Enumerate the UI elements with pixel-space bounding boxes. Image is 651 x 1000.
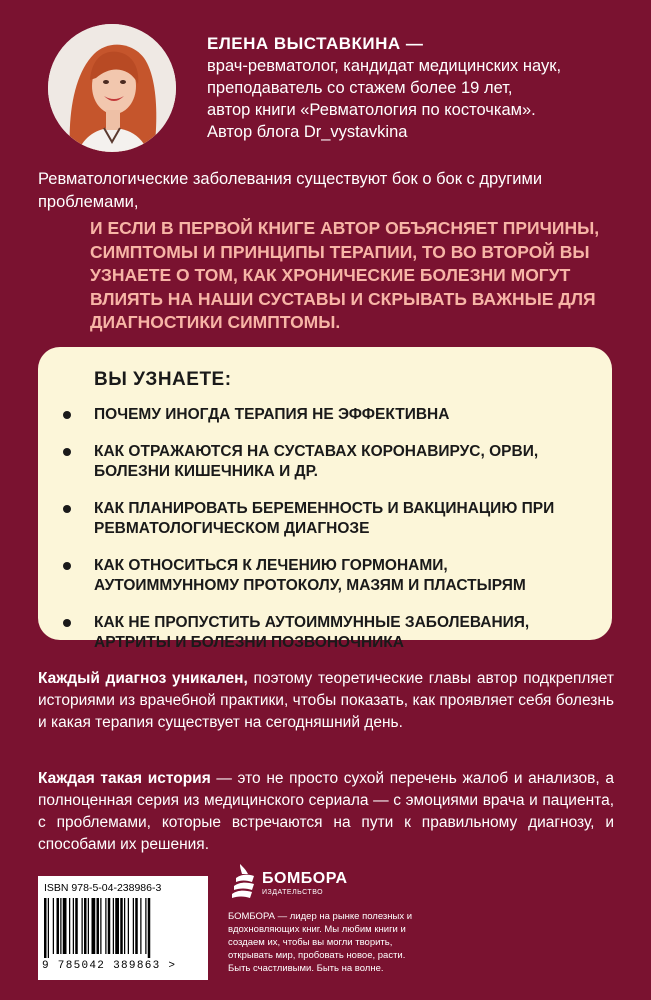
author-line: врач-ревматолог, кандидат медицинских наук, [207, 57, 562, 75]
publisher-subtitle: ИЗДАТЕЛЬСТВО [262, 889, 324, 896]
learn-item-text: КАК НЕ ПРОПУСТИТЬ АУТОИММУННЫЕ ЗАБОЛЕВАНИЯ, АРТРИТЫ И БОЛЕЗНИ ПОЗВОНОЧНИКА [94, 614, 530, 651]
paragraph-body: поэтому теоретические главы автор подкрепляет историями из врачебной практики, чтобы показать, как проявляет себя болезнь и какая терапия существует на сегодняшний день. [38, 670, 615, 731]
learn-item-text: КАК ПЛАНИРОВАТЬ БЕРЕМЕННОСТЬ И ВАКЦИНАЦИЮ ПРИ РЕВМАТОЛОГИЧЕСКОМ ДИАГНОЗЕ [94, 500, 555, 537]
learn-box [38, 347, 612, 651]
publisher-name: БОМБОРА [262, 870, 348, 887]
learn-list [38, 405, 612, 670]
paragraph-lead: Каждый диагноз уникален, [38, 670, 248, 687]
learn-item [38, 442, 612, 482]
learn-item-text: ПОЧЕМУ ИНОГДА ТЕРАПИЯ НЕ ЭФФЕКТИВНА [94, 406, 450, 423]
barcode-digits: 9 785042 389863 > [42, 960, 177, 972]
bullet-icon [63, 505, 71, 513]
paragraph-body: — это не просто сухой перечень жалоб и анализов, а полноценная серия из медицинского сериала — с эмоциями врача и пациента, с проблемами, которые встречаются на пути к правильному диагнозу, и способами их решения. [38, 770, 614, 853]
learn-item [38, 613, 612, 653]
learn-item [38, 405, 612, 425]
barcode-box [38, 876, 208, 980]
author-photo [48, 24, 176, 152]
paragraph-lead: Каждая такая история [38, 770, 211, 787]
intro-text: Ревматологические заболевания существуют бок о бок с другими проблемами, [38, 170, 543, 211]
bullet-icon [63, 448, 71, 456]
author-info [207, 33, 627, 143]
author-portrait-icon [48, 24, 176, 152]
learn-item [38, 556, 612, 596]
author-line: преподаватель со стажем более 19 лет, [207, 79, 513, 97]
isbn-text: ISBN 978-5-04-238986-3 [44, 882, 162, 894]
bullet-icon [63, 619, 71, 627]
learn-title: ВЫ УЗНАЕТЕ: [94, 369, 232, 390]
publisher-description: БОМБОРА — лидер на рынке полезных и вдохновляющих книг. Мы любим книги и создаем их, чтобы вы могли творить, открывать мир, пробовать новое, расти. Быть счастливыми. Быть на волне. [228, 911, 413, 974]
learn-item [38, 499, 612, 539]
bullet-icon [63, 562, 71, 570]
paragraph-diagnosis [38, 668, 614, 734]
bombora-logo-icon [228, 860, 258, 902]
author-line: Автор блога Dr_vystavkina [207, 123, 408, 141]
barcode-icon [42, 898, 204, 958]
bullet-icon [63, 411, 71, 419]
paragraph-story [38, 768, 614, 856]
author-name: ЕЛЕНА ВЫСТАВКИНА — [207, 34, 424, 53]
author-line: автор книги «Ревматология по косточкам». [207, 101, 536, 119]
learn-item-text: КАК ОТНОСИТЬСЯ К ЛЕЧЕНИЮ ГОРМОНАМИ, АУТОИММУННОМУ ПРОТОКОЛУ, МАЗЯМ И ПЛАСТЫРЯМ [94, 557, 526, 594]
highlight-text: И ЕСЛИ В ПЕРВОЙ КНИГЕ АВТОР ОБЪЯСНЯЕТ ПРИЧИНЫ, СИМПТОМЫ И ПРИНЦИПЫ ТЕРАПИИ, ТО ВО ВТОРОЙ ВЫ УЗНАЕТЕ О ТОМ, КАК ХРОНИЧЕСКИЕ БОЛЕЗНИ МОГУТ ВЛИЯТЬ НА НАШИ СУСТАВЫ И СКРЫВАТЬ ВАЖНЫЕ ДЛЯ ДИАГНОСТИКИ СИМПТОМЫ. [90, 218, 600, 332]
learn-item-text: КАК ОТРАЖАЮТСЯ НА СУСТАВАХ КОРОНАВИРУС, ОРВИ, БОЛЕЗНИ КИШЕЧНИКА И ДР. [94, 443, 539, 480]
